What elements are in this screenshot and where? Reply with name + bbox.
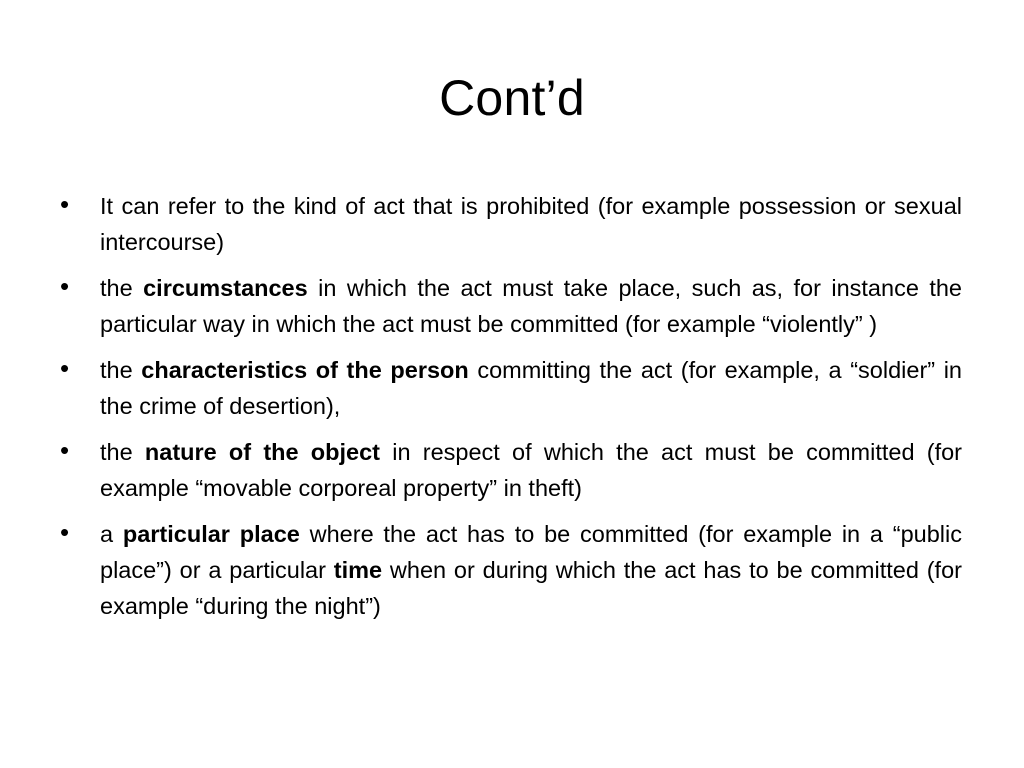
bullet-text-segment: when or during which the act has to be committed (for example “during the night”): [100, 557, 962, 619]
bullet-text-emphasis: circumstances: [143, 275, 308, 301]
bullet-dot-icon: •: [60, 517, 70, 547]
bullet-text-segment: in which the act must take place, such as, for instance the particular way in which the act must be committed (for example “violently” ): [100, 275, 962, 337]
bullet-dot-icon: •: [60, 435, 70, 465]
slide-title: Cont’d: [439, 70, 585, 126]
bullet-item: [60, 270, 962, 342]
bullet-item: [60, 188, 962, 260]
bullet-text-segment: in respect of which the act must be committed (for example “movable corporeal property” in theft): [100, 439, 962, 501]
bullet-text: [100, 521, 962, 619]
bullet-item: [60, 352, 962, 424]
bullet-text-emphasis: particular place: [122, 521, 300, 547]
bullet-text: [100, 439, 962, 501]
bullet-item: [60, 434, 962, 506]
bullet-text-segment: the: [100, 439, 145, 465]
bullet-dot-icon: •: [60, 189, 70, 219]
bullet-text-emphasis: time: [333, 557, 383, 583]
bullet-text-segment: committing the act (for example, a “soldier” in the crime of desertion),: [100, 357, 962, 419]
bullet-text-segment: where the act has to be committed (for example in a “public place”) or a particular: [100, 521, 962, 583]
bullet-text-segment: It can refer to the kind of act that is prohibited (for example possession or sexual intercourse): [100, 193, 962, 255]
bullet-text: [100, 357, 962, 419]
bullet-dot-icon: •: [60, 353, 70, 383]
bullet-text: [100, 275, 962, 337]
bullet-text-emphasis: nature of the object: [144, 439, 381, 465]
bullet-text-segment: the: [100, 357, 142, 383]
bullet-text-segment: a: [100, 521, 123, 547]
bullet-text-emphasis: characteristics of the person: [141, 357, 469, 383]
bullet-list: [60, 188, 962, 634]
bullet-dot-icon: •: [60, 271, 70, 301]
bullet-text: [100, 193, 962, 255]
bullet-item: [60, 516, 962, 624]
bullet-text-segment: the: [100, 275, 144, 301]
